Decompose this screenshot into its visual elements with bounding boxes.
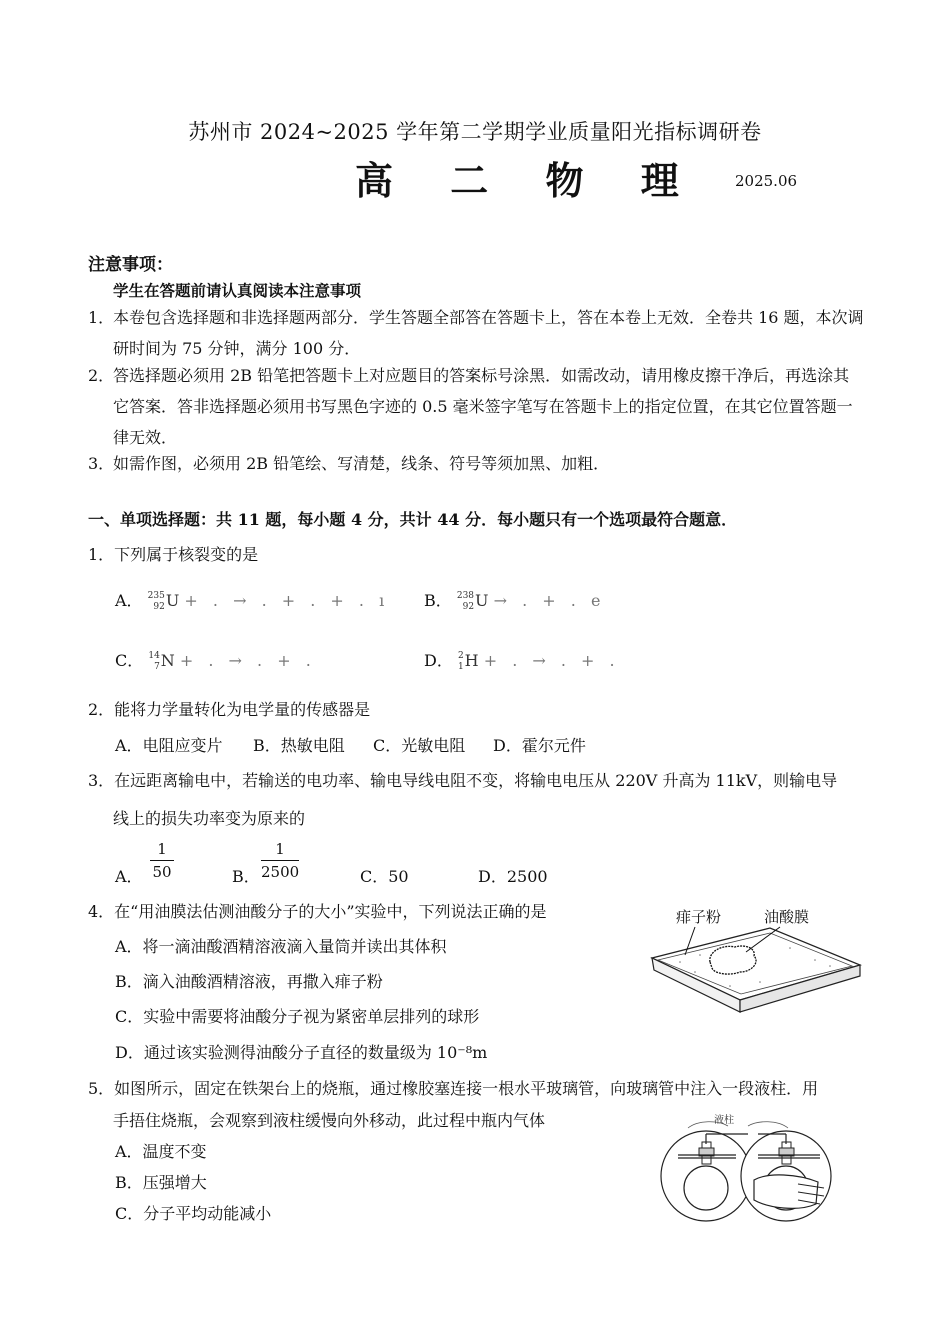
label-film: 油酸膜 — [764, 908, 810, 926]
q4-stem: 4．在“用油膜法估测油酸分子的大小”实验中，下列说法正确的是 — [88, 902, 547, 921]
q2-stem: 2．能将力学量转化为电学量的传感器是 — [88, 700, 371, 719]
label-powder: 痱子粉 — [676, 908, 722, 926]
q3-stem-line1: 3．在远距离输电中，若输送的电功率、输电导线电阻不变，将输电电压从 220V 升高为 11kV，则输电导 — [88, 771, 838, 790]
section-heading: 一、单项选择题：共 11 题，每小题 4 分，共计 44 分．每小题只有一个选项最符合题意． — [88, 510, 738, 529]
exam-title: 苏州市 2024~2025 学年第二学期学业质量阳光指标调研卷 — [188, 120, 762, 144]
notice-item-3: 3． 如需作图，必须用 2B 铅笔绘、写清楚，线条、符号等须加黑、加粗． — [88, 454, 610, 473]
q1-option-a: A． 235 92 U + . → . + . + . ı — [115, 590, 390, 612]
q4-option-c: C．实验中需要将油酸分子视为紧密单层排列的球形 — [115, 1007, 480, 1026]
q2-option-c: C．光敏电阻 — [373, 736, 466, 755]
q4-option-d: D．通过该实验测得油酸分子直径的数量级为 10⁻⁸m — [115, 1043, 488, 1062]
q3-option-b-fraction: 1 2500 — [261, 840, 300, 881]
q3-option-b-label: B． — [232, 867, 260, 886]
notice-subheading: 学生在答题前请认真阅读本注意事项 — [113, 281, 362, 300]
q3-stem-line2: 线上的损失功率变为原来的 — [113, 809, 306, 828]
notice-item-2: 2． 答选择题必须用 2B 铅笔把答题卡上对应题目的答案标号涂黑．如需改动，请用橡皮擦干净后，再选涂其它答案．答非选择题必须用书写黑色字迹的 0.5 毫米签字笔写在答题卡上的指定位置，在其它位置答题一律无效． — [88, 366, 853, 447]
q1-stem: 1．下列属于核裂变的是 — [88, 545, 259, 564]
q4-option-b: B．滴入油酸酒精溶液，再撒入痱子粉 — [115, 972, 383, 991]
subject-title: 高 二 物 理 — [355, 158, 701, 203]
q2-option-b: B．热敏电阻 — [253, 736, 345, 755]
q2-option-a: A．电阻应变片 — [115, 736, 223, 755]
oil-film-tray-figure — [640, 900, 870, 1030]
q1-option-c: C． 14 7 N + . → . + . — [115, 650, 316, 672]
q5-option-c: C．分子平均动能减小 — [115, 1204, 272, 1223]
q3-option-a-fraction: 1 50 — [150, 840, 174, 881]
flask-liquid-column-figure — [658, 1108, 838, 1228]
q2-option-d: D．霍尔元件 — [493, 736, 586, 755]
notice-item-1: 1． 本卷包含选择题和非选择题两部分．学生答题全部答在答题卡上，答在本卷上无效．全卷共 16 题，本次调研时间为 75 分钟，满分 100 分． — [88, 308, 864, 358]
label-liquid-column: 液柱 — [714, 1115, 734, 1126]
q3-option-a-label: A． — [115, 867, 143, 886]
q3-option-c: C．50 — [360, 867, 409, 886]
q1-option-b: B． 238 92 U → . + . e — [424, 590, 606, 612]
q5-option-a: A．温度不变 — [115, 1142, 207, 1161]
q5-stem-line1: 5．如图所示，固定在铁架台上的烧瓶，通过橡胶塞连接一根水平玻璃管，向玻璃管中注入一段液柱．用 — [88, 1079, 819, 1098]
q5-option-b: B．压强增大 — [115, 1173, 207, 1192]
notice-heading: 注意事项： — [88, 255, 173, 275]
q4-option-a: A．将一滴油酸酒精溶液滴入量筒并读出其体积 — [115, 937, 447, 956]
q1-option-d: D． 2 1 H + . → . + . — [424, 650, 620, 672]
exam-date: 2025.06 — [735, 172, 798, 190]
q3-option-d: D．2500 — [478, 867, 548, 886]
q5-stem-line2: 手捂住烧瓶，会观察到液柱缓慢向外移动，此过程中瓶内气体 — [113, 1111, 546, 1130]
